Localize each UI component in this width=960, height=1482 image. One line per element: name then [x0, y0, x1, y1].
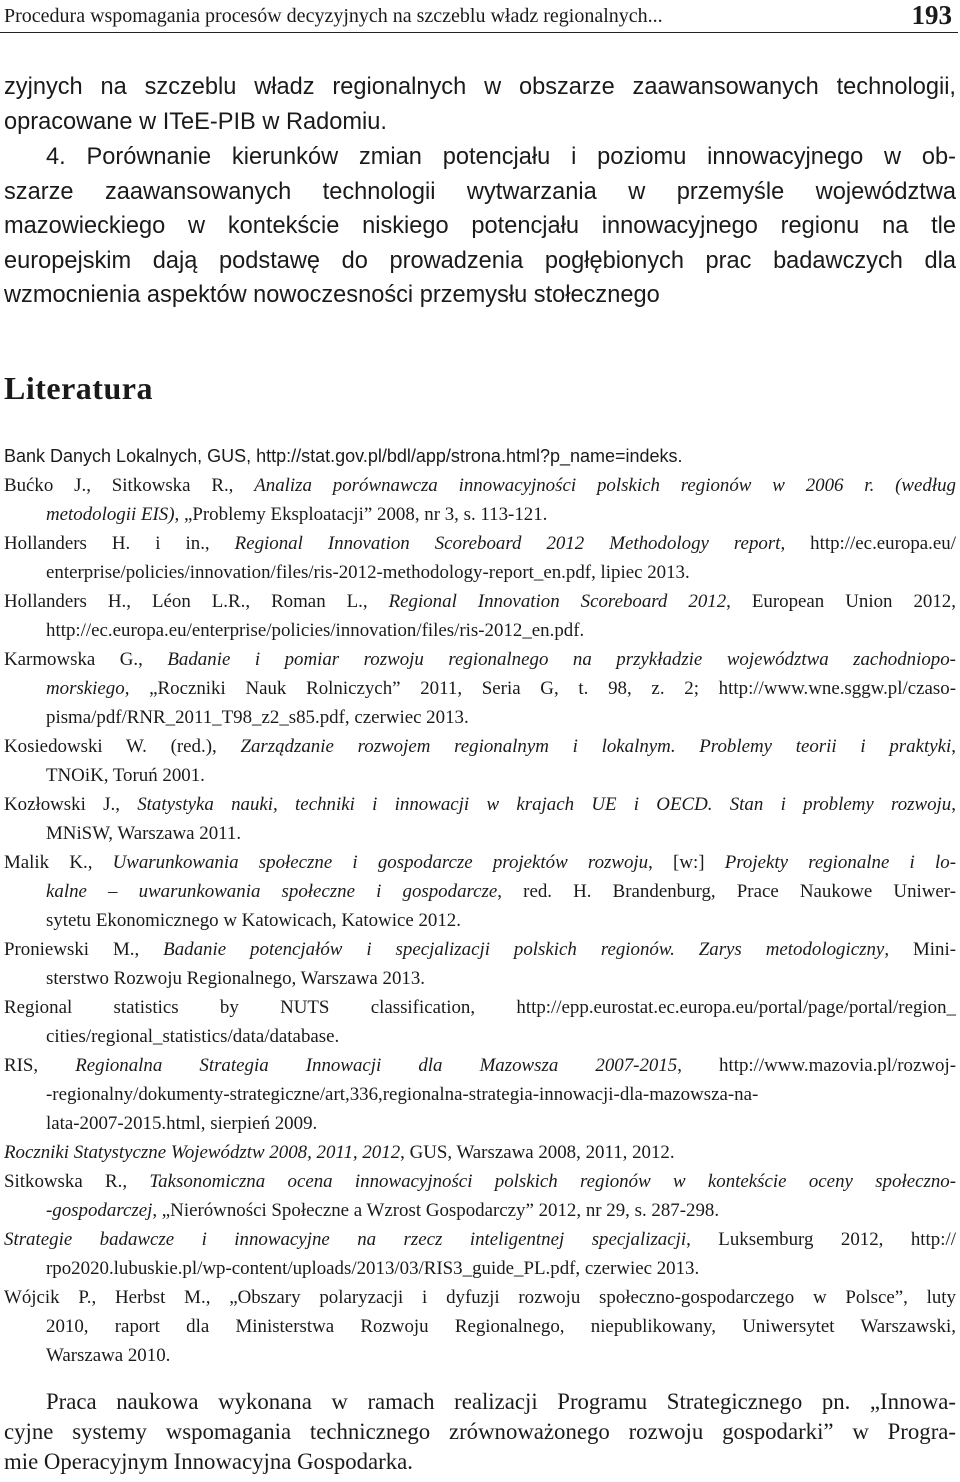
- reference-entry: [4, 848, 956, 935]
- reference-text: MNiSW, Warszawa 2011.: [46, 823, 242, 844]
- reference-text: enterprise/policies/innovation/files/ris-2012-methodology-report_en.pdf, lipiec 2013.: [46, 562, 690, 583]
- reference-line: [4, 471, 956, 500]
- text-line: mie Operacyjnym Innowacyjna Gospodarka.: [4, 1449, 413, 1474]
- italic-title: Roczniki Statystyczne Województw 2008, 2011, 2012: [4, 1142, 401, 1163]
- reference-line: [4, 906, 956, 935]
- reference-text: , European Union 2012,: [726, 591, 956, 612]
- reference-text: Wójcik P., Herbst M., „Obszary polaryzacji i dyfuzji rozwoju społeczno-gospodarczego w Polsce”, luty: [4, 1287, 956, 1308]
- reference-entry: [4, 1138, 956, 1167]
- reference-text: cities/regional_statistics/data/database.: [46, 1026, 340, 1047]
- section-title: Literatura: [4, 370, 153, 406]
- reference-line: [4, 935, 956, 964]
- reference-text: Kozłowski J.,: [4, 794, 138, 815]
- reference-line: [4, 732, 956, 761]
- reference-line: [4, 993, 956, 1022]
- reference-text: Hollanders H. i in.,: [4, 533, 235, 554]
- reference-text: ,: [951, 736, 956, 757]
- reference-entry: [4, 471, 956, 529]
- reference-text: lata-2007-2015.html, sierpień 2009.: [46, 1113, 318, 1134]
- reference-line: [4, 529, 956, 558]
- italic-title: Strategie badawcze i innowacyjne na rzecz inteligentnej specjalizacji: [4, 1229, 687, 1250]
- italic-title: Zarządzanie rozwojem regionalnym i lokalnym. Problemy teorii i praktyki: [240, 736, 952, 757]
- reference-line: [4, 1080, 956, 1109]
- reference-line: [4, 1196, 956, 1225]
- reference-entry: [4, 732, 956, 790]
- text-line: wzmocnienia aspektów nowoczesności przemysłu stołecznego: [4, 282, 660, 308]
- reference-text: Karmowska G.,: [4, 649, 168, 670]
- reference-entry: [4, 993, 956, 1051]
- reference-text: , GUS, Warszawa 2008, 2011, 2012.: [400, 1142, 675, 1163]
- italic-title: Uwarunkowania społeczne i gospodarcze projektów rozwoju: [112, 852, 649, 873]
- italic-title: Statystyka nauki, techniki i innowacji w krajach UE i OECD. Stan i problemy rozwoju: [137, 794, 952, 815]
- reference-line: [4, 703, 956, 732]
- reference-text: , red. H. Brandenburg, Prace Naukowe Uniwer-: [497, 881, 956, 902]
- reference-line: [4, 848, 956, 877]
- intro-text: [4, 70, 956, 139]
- text-line: 4. Porównanie kierunków zmian potencjału i poziomu innowacyjnego w ob-: [46, 144, 956, 170]
- reference-entry: [4, 1225, 956, 1283]
- reference-text: RIS,: [4, 1055, 76, 1076]
- reference-entry: [4, 645, 956, 732]
- reference-text: http://ec.europa.eu/enterprise/policies/innovation/files/ris-2012_en.pdf.: [46, 620, 585, 641]
- italic-title: metodologii EIS): [46, 504, 175, 525]
- reference-line: [4, 442, 956, 471]
- reference-text: , http://www.mazovia.pl/rozwoj-: [677, 1055, 956, 1076]
- reference-text: Warszawa 2010.: [46, 1345, 171, 1366]
- reference-text: , „Problemy Eksploatacji” 2008, nr 3, s. 113-121.: [174, 504, 548, 525]
- text-line: zyjnych na szczeblu władz regionalnych w obszarze zaawansowanych technologii,: [4, 74, 956, 100]
- reference-entry: [4, 935, 956, 993]
- reference-text: , http://ec.europa.eu/: [780, 533, 956, 554]
- conclusion-paragraph: [4, 140, 956, 313]
- italic-title: Analiza porównawcza innowacyjności polskich regionów w 2006 r. (według: [254, 475, 956, 496]
- reference-entry: [4, 1167, 956, 1225]
- reference-text: Malik K.,: [4, 852, 113, 873]
- italic-title: Projekty regionalne i lo-: [724, 852, 956, 873]
- reference-text: rpo2020.lubuskie.pl/wp-content/uploads/2013/03/RIS3_guide_PL.pdf, czerwiec 2013.: [46, 1258, 700, 1279]
- reference-entry: [4, 1283, 956, 1370]
- reference-entry: [4, 1051, 956, 1138]
- page-header: [0, 0, 958, 33]
- reference-text: Sitkowska R.,: [4, 1171, 150, 1192]
- reference-line: [4, 674, 956, 703]
- reference-text: , „Nierówności Społeczne a Wzrost Gospodarczy” 2012, nr 29, s. 287-298.: [152, 1200, 720, 1221]
- reference-line: [4, 1225, 956, 1254]
- text-line: europejskim dają podstawę do prowadzenia pogłębionych prac badawczych dla: [4, 247, 956, 274]
- reference-line: [4, 1283, 956, 1312]
- reference-text: , Mini-: [884, 939, 957, 960]
- reference-line: [4, 877, 956, 906]
- italic-title: Badanie potencjałów i specjalizacji polskich regionów. Zarys metodologiczny: [163, 939, 885, 960]
- reference-text: Hollanders H., Léon L.R., Roman L.,: [4, 591, 389, 612]
- reference-text: Bućko J., Sitkowska R.,: [4, 475, 255, 496]
- funding-note: [4, 1387, 956, 1477]
- reference-line: [4, 761, 956, 790]
- text-line: mazowieckiego w kontekście niskiego potencjału innowacyjnego regionu na tle: [4, 213, 956, 239]
- reference-text: , Luksemburg 2012, http://: [686, 1229, 956, 1250]
- reference-line: [4, 819, 956, 848]
- italic-title: kalne – uwarunkowania społeczne i gospodarcze: [46, 881, 498, 902]
- reference-line: [4, 1022, 956, 1051]
- page-number: 193: [911, 0, 952, 30]
- reference-line: [4, 1051, 956, 1080]
- reference-list: [4, 442, 956, 1370]
- reference-line: [4, 1138, 956, 1167]
- reference-text: sytetu Ekonomicznego w Katowicach, Katowice 2012.: [46, 910, 461, 931]
- reference-text: ,: [951, 794, 956, 815]
- reference-text: , „Roczniki Nauk Rolniczych” 2011, Seria G, t. 98, z. 2; http://www.wne.sggw.pl/czaso-: [124, 678, 956, 699]
- reference-entry: [4, 529, 956, 587]
- italic-title: Regionalna Strategia Innowacji dla Mazowsza 2007-2015: [75, 1055, 678, 1076]
- text-line: opracowane w ITeE-PIB w Radomiu.: [4, 108, 387, 135]
- reference-text: 2010, raport dla Ministerstwa Rozwoju Regionalnego, niepublikowany, Uniwersytet Warszawski,: [46, 1316, 956, 1337]
- italic-title: Regional Innovation Scoreboard 2012 Methodology report: [234, 533, 781, 554]
- reference-text: Bank Danych Lokalnych, GUS, http://stat.gov.pl/bdl/app/strona.html?p_name=indeks.: [4, 446, 683, 466]
- reference-line: [4, 1167, 956, 1196]
- italic-title: morskiego: [46, 678, 125, 699]
- reference-line: [4, 790, 956, 819]
- running-title: Procedura wspomagania procesów decyzyjnych na szczeblu władz regionalnych...: [4, 5, 663, 27]
- italic-title: Taksonomiczna ocena innowacyjności polskich regionów w kontekście oceny społeczno-: [149, 1171, 956, 1192]
- reference-entry: [4, 587, 956, 645]
- reference-line: [4, 587, 956, 616]
- text-line: Praca naukowa wykonana w ramach realizacji Programu Strategicznego pn. „Innowa-: [46, 1389, 956, 1414]
- reference-entry: [4, 790, 956, 848]
- reference-text: Kosiedowski W. (red.),: [4, 736, 241, 757]
- reference-line: [4, 964, 956, 993]
- reference-line: [4, 1254, 956, 1283]
- reference-text: pisma/pdf/RNR_2011_T98_z2_s85.pdf, czerwiec 2013.: [46, 707, 469, 728]
- reference-text: TNOiK, Toruń 2001.: [46, 765, 205, 786]
- reference-line: [4, 645, 956, 674]
- reference-line: [4, 616, 956, 645]
- reference-text: -regionalny/dokumenty-strategiczne/art,336,regionalna-strategia-innowacji-dla-mazowsza-na-: [46, 1084, 759, 1105]
- reference-text: , [w:]: [648, 852, 725, 873]
- reference-line: [4, 1109, 956, 1138]
- reference-line: [4, 1341, 956, 1370]
- text-line: szarze zaawansowanych technologii wytwarzania w przemyśle województwa: [4, 178, 956, 205]
- italic-title: Regional Innovation Scoreboard 2012: [388, 591, 727, 612]
- text-line: cyjne systemy wspomagania technicznego zrównoważonego rozwoju gospodarki” w Progra-: [4, 1419, 956, 1444]
- reference-line: [4, 1312, 956, 1341]
- reference-text: Proniewski M.,: [4, 939, 164, 960]
- reference-line: [4, 558, 956, 587]
- reference-line: [4, 500, 956, 529]
- italic-title: Badanie i pomiar rozwoju regionalnego na przykładzie województwa zachodniopo-: [167, 649, 956, 670]
- italic-title: -gospodarczej: [46, 1200, 153, 1221]
- reference-text: sterstwo Rozwoju Regionalnego, Warszawa 2013.: [46, 968, 426, 989]
- reference-entry: [4, 442, 956, 471]
- reference-text: Regional statistics by NUTS classification, http://epp.eurostat.ec.europa.eu/portal/page/portal/region_: [4, 997, 956, 1018]
